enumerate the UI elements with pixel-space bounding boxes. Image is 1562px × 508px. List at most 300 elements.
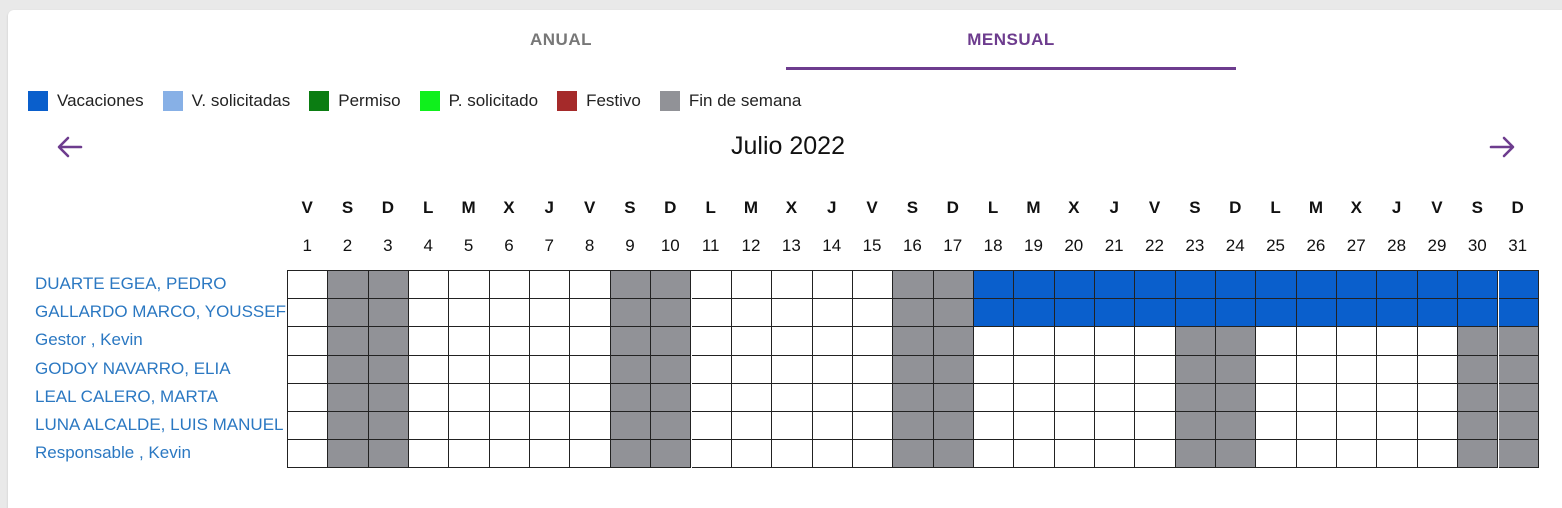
day-cell[interactable] xyxy=(772,327,812,355)
vacation-day-cell[interactable] xyxy=(1377,271,1417,299)
day-cell[interactable] xyxy=(409,384,449,412)
vacation-day-cell[interactable] xyxy=(1256,299,1296,327)
day-cell[interactable] xyxy=(1135,412,1175,440)
weekend-day-cell[interactable] xyxy=(369,384,409,412)
weekend-day-cell[interactable] xyxy=(1176,327,1216,355)
day-number: 28 xyxy=(1387,236,1407,255)
day-cell[interactable] xyxy=(1135,384,1175,412)
day-cell[interactable] xyxy=(1297,412,1337,440)
legend-swatch xyxy=(420,91,440,111)
day-cell[interactable] xyxy=(732,327,772,355)
day-cell[interactable] xyxy=(1135,327,1175,355)
day-cell[interactable] xyxy=(813,299,853,327)
day-cell[interactable] xyxy=(1095,412,1135,440)
day-letter: S xyxy=(1471,198,1483,217)
vacation-day-cell[interactable] xyxy=(1499,299,1539,327)
tab-annual[interactable]: ANUAL xyxy=(530,30,592,49)
day-cell[interactable] xyxy=(449,440,489,468)
day-cell[interactable] xyxy=(974,384,1014,412)
day-cell[interactable] xyxy=(853,271,893,299)
day-cell[interactable] xyxy=(490,356,530,384)
weekend-day-cell[interactable] xyxy=(893,356,933,384)
day-cell[interactable] xyxy=(1014,412,1054,440)
vacation-day-cell[interactable] xyxy=(1499,271,1539,299)
weekend-day-cell[interactable] xyxy=(893,412,933,440)
day-cell[interactable] xyxy=(772,384,812,412)
weekend-day-cell[interactable] xyxy=(651,271,691,299)
weekend-day-cell[interactable] xyxy=(611,327,651,355)
day-number: 15 xyxy=(862,236,882,255)
legend-item-leave-requested xyxy=(420,91,538,111)
weekend-day-cell[interactable] xyxy=(651,356,691,384)
day-cell[interactable] xyxy=(530,356,570,384)
day-cell[interactable] xyxy=(288,356,328,384)
day-number: 5 xyxy=(463,236,474,255)
day-letter: M xyxy=(1026,198,1041,217)
day-cell[interactable] xyxy=(1014,356,1054,384)
day-cell[interactable] xyxy=(570,356,610,384)
day-cell[interactable] xyxy=(1337,384,1377,412)
day-letter: S xyxy=(624,198,636,217)
weekend-day-cell[interactable] xyxy=(1216,412,1256,440)
day-cell[interactable] xyxy=(1418,327,1458,355)
day-cell[interactable] xyxy=(288,299,328,327)
weekend-day-cell[interactable] xyxy=(369,271,409,299)
day-cell[interactable] xyxy=(409,412,449,440)
day-number: 8 xyxy=(584,236,595,255)
weekend-day-cell[interactable] xyxy=(651,299,691,327)
weekend-day-cell[interactable] xyxy=(934,440,974,468)
vacation-day-cell[interactable] xyxy=(974,299,1014,327)
day-letter: V xyxy=(301,198,313,217)
day-cell[interactable] xyxy=(490,440,530,468)
day-cell[interactable] xyxy=(409,356,449,384)
day-letter: X xyxy=(1350,198,1362,217)
day-number: 21 xyxy=(1104,236,1124,255)
day-letter: V xyxy=(866,198,878,217)
day-number: 13 xyxy=(781,236,801,255)
vacation-day-cell[interactable] xyxy=(1095,271,1135,299)
day-cell[interactable] xyxy=(1337,327,1377,355)
day-cell[interactable] xyxy=(1377,412,1417,440)
day-cell[interactable] xyxy=(530,271,570,299)
weekend-day-cell[interactable] xyxy=(611,412,651,440)
day-cell[interactable] xyxy=(692,440,732,468)
day-letter: S xyxy=(906,198,919,217)
day-cell[interactable] xyxy=(288,271,328,299)
day-cell[interactable] xyxy=(490,327,530,355)
weekend-day-cell[interactable] xyxy=(611,299,651,327)
day-cell[interactable] xyxy=(490,412,530,440)
legend-swatch xyxy=(163,91,183,111)
weekend-day-cell[interactable] xyxy=(611,440,651,468)
day-cell[interactable] xyxy=(732,356,772,384)
day-cell[interactable] xyxy=(1055,440,1095,468)
day-number: 20 xyxy=(1064,236,1084,255)
day-number: 16 xyxy=(902,236,922,255)
weekend-day-cell[interactable] xyxy=(1176,412,1216,440)
weekend-day-cell[interactable] xyxy=(369,356,409,384)
day-number: 6 xyxy=(504,236,514,255)
day-cell[interactable] xyxy=(1014,384,1054,412)
day-cell[interactable] xyxy=(692,384,732,412)
day-number: 2 xyxy=(342,236,353,255)
day-cell[interactable] xyxy=(288,412,328,440)
weekend-day-cell[interactable] xyxy=(369,412,409,440)
day-number: 30 xyxy=(1467,236,1487,255)
day-cell[interactable] xyxy=(813,327,853,355)
weekend-day-cell[interactable] xyxy=(611,356,651,384)
weekend-day-cell[interactable] xyxy=(328,412,368,440)
day-cell[interactable] xyxy=(530,440,570,468)
day-cell[interactable] xyxy=(570,412,610,440)
weekend-day-cell[interactable] xyxy=(611,384,651,412)
day-cell[interactable] xyxy=(530,384,570,412)
vacation-day-cell[interactable] xyxy=(1176,299,1216,327)
weekend-day-cell[interactable] xyxy=(328,327,368,355)
day-cell[interactable] xyxy=(449,327,489,355)
day-cell[interactable] xyxy=(813,271,853,299)
view-tabs xyxy=(8,10,1562,72)
weekend-day-cell[interactable] xyxy=(893,327,933,355)
legend-item-holiday xyxy=(557,91,641,111)
weekend-day-cell[interactable] xyxy=(1458,412,1498,440)
day-letter: V xyxy=(1148,198,1161,217)
day-number: 10 xyxy=(660,236,680,255)
next-month-button[interactable] xyxy=(1487,132,1517,162)
weekend-day-cell[interactable] xyxy=(1216,440,1256,468)
day-cell[interactable] xyxy=(1377,327,1417,355)
day-cell[interactable] xyxy=(1337,440,1377,468)
day-cell[interactable] xyxy=(974,412,1014,440)
day-letter: L xyxy=(423,198,434,217)
weekend-day-cell[interactable] xyxy=(934,356,974,384)
day-cell[interactable] xyxy=(449,271,489,299)
vacation-day-cell[interactable] xyxy=(1135,271,1175,299)
day-cell[interactable] xyxy=(570,440,610,468)
day-cell[interactable] xyxy=(1256,440,1296,468)
vacation-day-cell[interactable] xyxy=(1458,271,1498,299)
day-cell[interactable] xyxy=(772,299,812,327)
day-cell[interactable] xyxy=(570,299,610,327)
day-cell[interactable] xyxy=(1256,356,1296,384)
legend-item-vacation-requested xyxy=(163,91,291,111)
day-cell[interactable] xyxy=(288,327,328,355)
day-cell[interactable] xyxy=(853,384,893,412)
day-cell[interactable] xyxy=(813,412,853,440)
day-cell[interactable] xyxy=(853,440,893,468)
day-letter: M xyxy=(1308,198,1323,217)
weekend-day-cell[interactable] xyxy=(1499,440,1539,468)
weekend-day-cell[interactable] xyxy=(934,271,974,299)
day-cell[interactable] xyxy=(409,327,449,355)
legend-label: P. solicitado xyxy=(448,91,539,110)
day-cell[interactable] xyxy=(692,327,732,355)
day-cell[interactable] xyxy=(490,384,530,412)
weekend-day-cell[interactable] xyxy=(328,384,368,412)
prev-month-button[interactable] xyxy=(55,132,85,162)
weekend-day-cell[interactable] xyxy=(651,384,691,412)
day-letter: S xyxy=(1189,198,1201,217)
vacation-day-cell[interactable] xyxy=(1014,299,1054,327)
day-cell[interactable] xyxy=(1297,384,1337,412)
legend-swatch xyxy=(660,91,680,111)
day-number: 27 xyxy=(1346,236,1366,255)
day-cell[interactable] xyxy=(1014,440,1054,468)
weekend-day-cell[interactable] xyxy=(369,327,409,355)
weekend-day-cell[interactable] xyxy=(1176,440,1216,468)
day-cell[interactable] xyxy=(1337,356,1377,384)
calendar-panel xyxy=(8,10,1562,508)
day-number: 26 xyxy=(1306,236,1326,255)
employee-name[interactable]: DUARTE EGEA, PEDRO xyxy=(35,274,227,293)
day-cell[interactable] xyxy=(772,440,812,468)
weekend-day-cell[interactable] xyxy=(1499,327,1539,355)
day-cell[interactable] xyxy=(1256,384,1296,412)
day-cell[interactable] xyxy=(732,271,772,299)
legend-label: Fin de semana xyxy=(688,91,802,110)
day-cell[interactable] xyxy=(1256,412,1296,440)
weekend-day-cell[interactable] xyxy=(1216,384,1256,412)
day-cell[interactable] xyxy=(692,299,732,327)
day-letter: J xyxy=(544,198,554,217)
day-cell[interactable] xyxy=(1055,327,1095,355)
weekend-day-cell[interactable] xyxy=(1499,412,1539,440)
day-cell[interactable] xyxy=(1418,440,1458,468)
vacation-day-cell[interactable] xyxy=(1176,271,1216,299)
day-letter: V xyxy=(1431,198,1443,217)
day-cell[interactable] xyxy=(772,271,812,299)
vacation-day-cell[interactable] xyxy=(1014,271,1054,299)
day-cell[interactable] xyxy=(449,356,489,384)
day-cell[interactable] xyxy=(1095,327,1135,355)
day-cell[interactable] xyxy=(1095,384,1135,412)
employee-name[interactable]: LEAL CALERO, MARTA xyxy=(35,386,218,406)
day-cell[interactable] xyxy=(1055,356,1095,384)
day-cell[interactable] xyxy=(813,384,853,412)
legend-item-weekend xyxy=(660,91,801,111)
day-cell[interactable] xyxy=(732,412,772,440)
legend-swatch xyxy=(28,91,48,111)
vacation-day-cell[interactable] xyxy=(974,271,1014,299)
day-letter: D xyxy=(946,198,959,217)
day-cell[interactable] xyxy=(409,440,449,468)
weekend-day-cell[interactable] xyxy=(893,384,933,412)
day-cell[interactable] xyxy=(1297,356,1337,384)
employee-name[interactable]: Responsable , Kevin xyxy=(35,443,191,463)
day-cell[interactable] xyxy=(490,299,530,327)
day-cell[interactable] xyxy=(288,384,328,412)
day-cell[interactable] xyxy=(1095,440,1135,468)
day-letter: V xyxy=(583,198,596,217)
weekend-day-cell[interactable] xyxy=(328,271,368,299)
vacation-day-cell[interactable] xyxy=(1216,299,1256,327)
legend-label: Permiso xyxy=(338,91,401,110)
day-cell[interactable] xyxy=(449,412,489,440)
day-cell[interactable] xyxy=(570,271,610,299)
day-cell[interactable] xyxy=(732,440,772,468)
day-cell[interactable] xyxy=(692,356,732,384)
day-cell[interactable] xyxy=(974,440,1014,468)
weekend-day-cell[interactable] xyxy=(328,440,368,468)
day-cell[interactable] xyxy=(1337,412,1377,440)
day-cell[interactable] xyxy=(853,412,893,440)
day-cell[interactable] xyxy=(530,327,570,355)
month-title: Julio 2022 xyxy=(731,132,845,160)
weekend-day-cell[interactable] xyxy=(1458,440,1498,468)
employee-name[interactable]: LUNA ALCALDE, LUIS MANUEL xyxy=(35,415,284,434)
day-cell[interactable] xyxy=(732,384,772,412)
day-cell[interactable] xyxy=(570,327,610,355)
employee-name[interactable]: GALLARDO MARCO, YOUSSEF xyxy=(35,302,286,322)
day-cell[interactable] xyxy=(449,299,489,327)
legend-item-vacation xyxy=(28,91,144,111)
employee-name[interactable]: Gestor , Kevin xyxy=(35,330,143,350)
vacation-day-cell[interactable] xyxy=(1458,299,1498,327)
vacation-day-cell[interactable] xyxy=(1377,299,1417,327)
weekend-day-cell[interactable] xyxy=(1499,384,1539,412)
day-letter: J xyxy=(1391,198,1402,217)
day-cell[interactable] xyxy=(1418,356,1458,384)
day-cell[interactable] xyxy=(409,299,449,327)
weekend-day-cell[interactable] xyxy=(1176,356,1216,384)
day-letter: X xyxy=(503,198,515,217)
day-cell[interactable] xyxy=(1297,440,1337,468)
day-letter: M xyxy=(461,198,476,217)
vacation-day-cell[interactable] xyxy=(1297,299,1337,327)
weekend-day-cell[interactable] xyxy=(1458,356,1498,384)
vacation-day-cell[interactable] xyxy=(1337,271,1377,299)
day-number: 25 xyxy=(1266,236,1286,255)
weekend-day-cell[interactable] xyxy=(893,299,933,327)
day-cell[interactable] xyxy=(772,356,812,384)
tab-monthly[interactable]: MENSUAL xyxy=(967,30,1055,49)
day-cell[interactable] xyxy=(1418,412,1458,440)
weekend-day-cell[interactable] xyxy=(611,271,651,299)
day-number: 17 xyxy=(943,236,963,255)
day-cell[interactable] xyxy=(449,384,489,412)
vacation-day-cell[interactable] xyxy=(1418,299,1458,327)
day-cell[interactable] xyxy=(692,271,732,299)
day-number: 31 xyxy=(1508,236,1528,255)
day-cell[interactable] xyxy=(490,271,530,299)
vacation-day-cell[interactable] xyxy=(1256,271,1296,299)
day-cell[interactable] xyxy=(1095,356,1135,384)
day-number: 23 xyxy=(1185,236,1205,255)
day-number: 22 xyxy=(1145,236,1164,255)
vacation-day-cell[interactable] xyxy=(1055,271,1095,299)
weekend-day-cell[interactable] xyxy=(369,440,409,468)
day-cell[interactable] xyxy=(853,299,893,327)
day-cell[interactable] xyxy=(1055,412,1095,440)
day-number: 11 xyxy=(701,236,720,255)
day-cell[interactable] xyxy=(853,356,893,384)
vacation-day-cell[interactable] xyxy=(1135,299,1175,327)
day-letter: D xyxy=(381,198,395,217)
vacation-day-cell[interactable] xyxy=(1055,299,1095,327)
legend xyxy=(28,90,820,112)
day-cell[interactable] xyxy=(1418,384,1458,412)
day-cell[interactable] xyxy=(530,299,570,327)
day-cell[interactable] xyxy=(570,384,610,412)
day-cell[interactable] xyxy=(1297,327,1337,355)
day-letter: L xyxy=(1270,198,1281,217)
day-letter: M xyxy=(743,198,759,217)
weekend-day-cell[interactable] xyxy=(934,412,974,440)
day-letter: L xyxy=(987,198,999,217)
day-cell[interactable] xyxy=(1014,327,1054,355)
day-cell[interactable] xyxy=(1377,356,1417,384)
day-cell[interactable] xyxy=(288,440,328,468)
weekend-day-cell[interactable] xyxy=(934,299,974,327)
weekend-day-cell[interactable] xyxy=(1499,356,1539,384)
day-cell[interactable] xyxy=(1377,440,1417,468)
day-cell[interactable] xyxy=(813,440,853,468)
day-number: 12 xyxy=(741,236,761,255)
day-cell[interactable] xyxy=(1055,384,1095,412)
day-cell[interactable] xyxy=(1135,356,1175,384)
day-cell[interactable] xyxy=(530,412,570,440)
legend-swatch xyxy=(309,91,329,111)
vacation-day-cell[interactable] xyxy=(1095,299,1135,327)
weekend-day-cell[interactable] xyxy=(1458,384,1498,412)
vacation-day-cell[interactable] xyxy=(1418,271,1458,299)
weekend-day-cell[interactable] xyxy=(651,412,691,440)
weekend-day-cell[interactable] xyxy=(893,271,933,299)
weekend-day-cell[interactable] xyxy=(651,327,691,355)
day-letter: X xyxy=(785,198,798,217)
weekend-day-cell[interactable] xyxy=(328,356,368,384)
day-number: 19 xyxy=(1024,236,1043,255)
weekend-day-cell[interactable] xyxy=(328,299,368,327)
day-cell[interactable] xyxy=(772,412,812,440)
day-cell[interactable] xyxy=(1256,327,1296,355)
legend-label: Festivo xyxy=(586,91,641,110)
weekend-day-cell[interactable] xyxy=(934,384,974,412)
vacation-day-cell[interactable] xyxy=(1297,271,1337,299)
day-number: 4 xyxy=(423,236,433,255)
day-letter: S xyxy=(341,198,354,217)
day-cell[interactable] xyxy=(1377,384,1417,412)
weekend-day-cell[interactable] xyxy=(1216,327,1256,355)
weekend-day-cell[interactable] xyxy=(1216,356,1256,384)
day-cell[interactable] xyxy=(974,327,1014,355)
day-number: 24 xyxy=(1225,236,1245,255)
day-cell[interactable] xyxy=(974,356,1014,384)
weekend-day-cell[interactable] xyxy=(1458,327,1498,355)
weekend-day-cell[interactable] xyxy=(651,440,691,468)
weekend-day-cell[interactable] xyxy=(369,299,409,327)
weekend-day-cell[interactable] xyxy=(893,440,933,468)
employee-name[interactable]: GODOY NAVARRO, ELIA xyxy=(35,358,231,378)
arrow-left-icon xyxy=(55,132,85,162)
day-cell[interactable] xyxy=(853,327,893,355)
vacation-day-cell[interactable] xyxy=(1337,299,1377,327)
vacation-day-cell[interactable] xyxy=(1216,271,1256,299)
day-cell[interactable] xyxy=(732,299,772,327)
calendar-grid xyxy=(287,270,1539,468)
legend-label: V. solicitadas xyxy=(191,91,291,110)
day-cell[interactable] xyxy=(813,356,853,384)
day-cell[interactable] xyxy=(1135,440,1175,468)
day-number: 29 xyxy=(1427,236,1447,255)
weekend-day-cell[interactable] xyxy=(1176,384,1216,412)
day-cell[interactable] xyxy=(692,412,732,440)
weekend-day-cell[interactable] xyxy=(934,327,974,355)
day-number: 3 xyxy=(383,236,393,255)
day-cell[interactable] xyxy=(409,271,449,299)
day-letter: D xyxy=(664,198,677,217)
